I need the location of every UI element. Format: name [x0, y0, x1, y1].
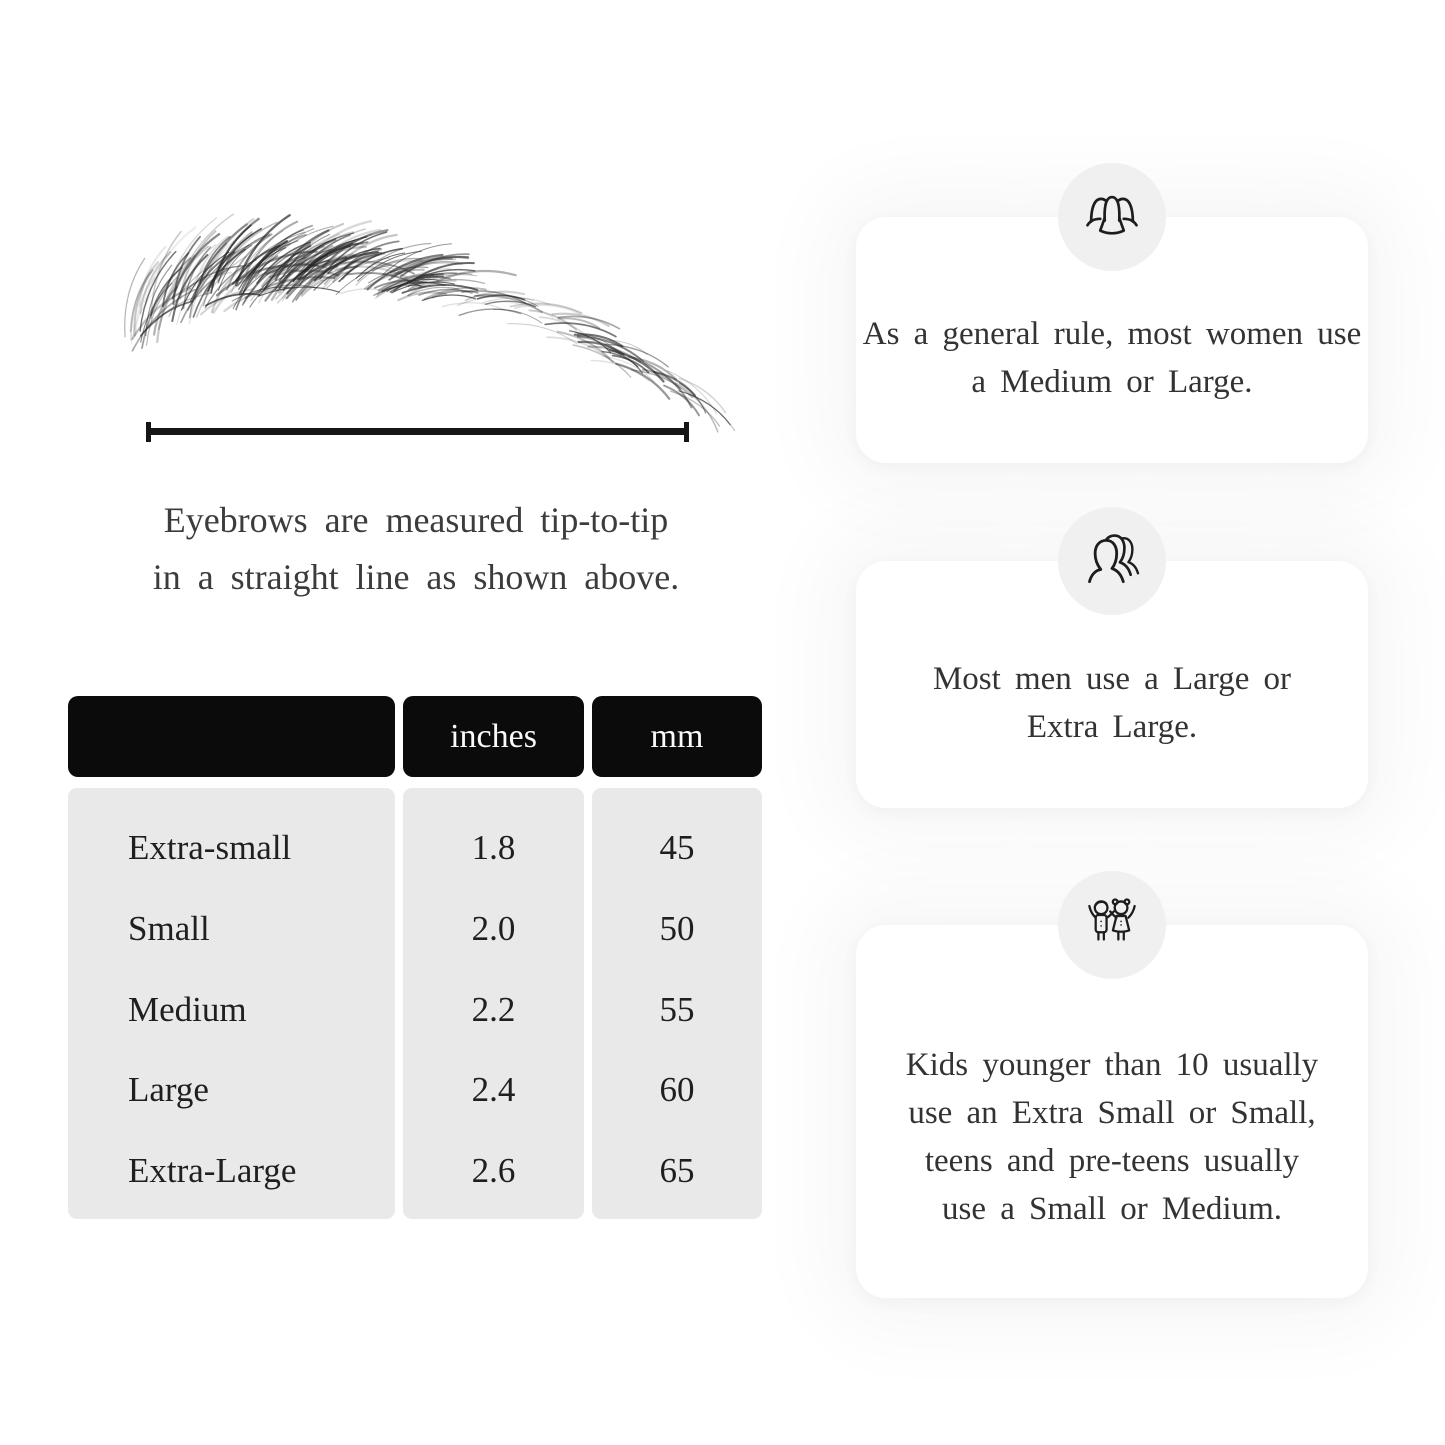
men-group-icon-circle	[1058, 507, 1166, 615]
women-group-icon	[1083, 188, 1141, 246]
measurement-caption	[96, 492, 736, 606]
measurement-caption-line2: in a straight line as shown above.	[152, 557, 680, 597]
table-header-mm: mm	[592, 696, 762, 777]
size-card-kids-text: Kids younger than 10 usually use an Extra Small or Small, teens and pre-teens usually use a Small or Medium.	[905, 1046, 1319, 1227]
size-card-men-text: Most men use a Large or Extra Large.	[932, 660, 1292, 745]
size-card-women-text: As a general rule, most women use a Medium or Large.	[862, 316, 1362, 400]
size-row-mm-value: 50	[659, 908, 695, 948]
size-row-mm-value: 65	[659, 1151, 695, 1190]
size-row-mm-value: 55	[659, 989, 695, 1029]
size-row-inches-value: 2.0	[471, 908, 516, 948]
measurement-line	[146, 422, 689, 442]
size-row-inches-value: 2.2	[471, 989, 516, 1029]
table-column-inches	[403, 788, 584, 1219]
measurement-caption-line1: Eyebrows are measured tip-to-tip	[163, 500, 669, 540]
size-row-label: Small	[128, 908, 210, 948]
table-header-blank	[68, 696, 395, 777]
size-row-label: Large	[128, 1070, 209, 1110]
size-row-label: Extra-Large	[128, 1151, 297, 1190]
men-group-icon	[1082, 531, 1142, 591]
women-group-icon-circle	[1058, 163, 1166, 271]
kids-icon	[1083, 896, 1141, 954]
size-row-mm-value: 60	[659, 1070, 695, 1110]
size-table	[68, 696, 762, 1219]
eyebrow-illustration	[100, 225, 700, 405]
size-row-label: Extra-small	[128, 828, 292, 867]
measurement-line-right-cap	[684, 422, 689, 442]
size-row-label: Medium	[128, 989, 247, 1029]
measurement-line-left-cap	[146, 422, 151, 442]
measurement-line-bar	[146, 428, 689, 435]
size-card-kids	[856, 925, 1368, 1298]
table-header-inches: inches	[403, 696, 584, 777]
size-row-mm-value: 45	[659, 828, 695, 867]
size-row-inches-value: 2.4	[471, 1070, 516, 1110]
table-column-mm	[592, 788, 762, 1219]
size-row-inches-value: 2.6	[471, 1151, 516, 1190]
size-row-inches-value: 1.8	[471, 828, 516, 867]
table-column-labels	[68, 788, 395, 1219]
kids-icon-circle	[1058, 871, 1166, 979]
